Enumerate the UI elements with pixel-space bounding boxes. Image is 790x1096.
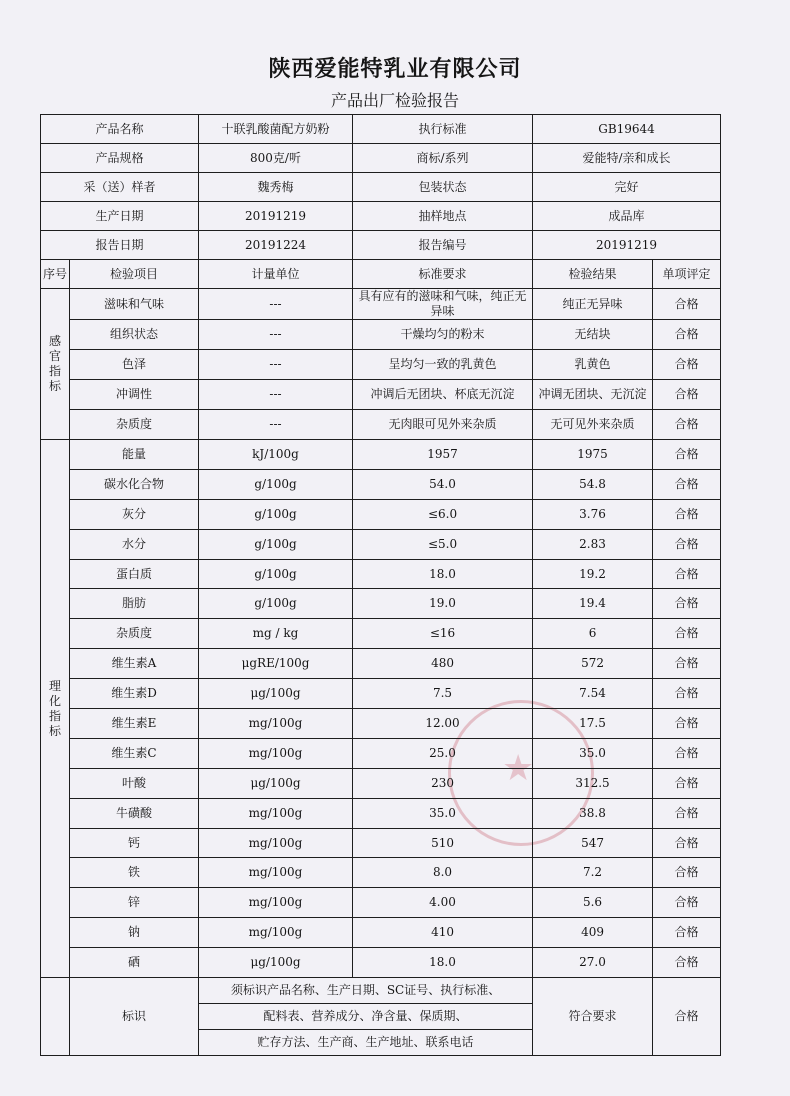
table-row — [41, 798, 721, 828]
table-row — [41, 858, 721, 888]
unit-cell: μgRE/100g — [199, 649, 353, 679]
standard-value: GB19644 — [533, 115, 721, 144]
result-cell: 3.76 — [533, 499, 653, 529]
item-cell: 色泽 — [70, 350, 199, 380]
column-header-row — [41, 260, 721, 289]
judgment-cell: 合格 — [653, 798, 721, 828]
result-cell: 无可见外来杂质 — [533, 410, 653, 440]
judgment-cell: 合格 — [653, 559, 721, 589]
requirement-cell: ≤16 — [353, 619, 533, 649]
requirement-cell: 510 — [353, 828, 533, 858]
category-sensory — [41, 289, 70, 440]
result-cell: 5.6 — [533, 888, 653, 918]
item-cell: 维生素A — [70, 649, 199, 679]
report-date-value: 20191224 — [199, 231, 353, 260]
category-char: 感 — [48, 334, 61, 348]
result-cell: 冲调无团块、无沉淀 — [533, 380, 653, 410]
sample-place-value: 成品库 — [533, 202, 721, 231]
judgment-cell: 合格 — [653, 619, 721, 649]
requirement-cell: ≤5.0 — [353, 529, 533, 559]
requirement-cell: 冲调后无团块、杯底无沉淀 — [353, 380, 533, 410]
prod-date-label: 生产日期 — [41, 202, 199, 231]
result-cell: 409 — [533, 918, 653, 948]
category-char: 官 — [48, 349, 61, 363]
unit-cell: mg/100g — [199, 798, 353, 828]
result-cell: 19.2 — [533, 559, 653, 589]
category-char: 指 — [48, 364, 61, 378]
judgment-cell: 合格 — [653, 918, 721, 948]
inspection-table — [40, 114, 721, 1056]
result-cell: 17.5 — [533, 709, 653, 739]
category-char: 标 — [48, 723, 61, 738]
label-requirement-line: 配料表、营养成分、净含量、保质期、 — [199, 1004, 533, 1030]
item-cell: 滋味和气味 — [70, 289, 199, 320]
item-cell: 硒 — [70, 948, 199, 978]
col-unit: 计量单位 — [199, 260, 353, 289]
sample-place-label: 抽样地点 — [353, 202, 533, 231]
requirement-cell: 35.0 — [353, 798, 533, 828]
item-cell: 牛磺酸 — [70, 798, 199, 828]
category-physchem — [41, 440, 70, 978]
sender-label: 采（送）样者 — [41, 173, 199, 202]
label-seq-cell — [41, 978, 70, 1056]
table-row — [41, 320, 721, 350]
label-result-cell: 符合要求 — [533, 978, 653, 1056]
col-requirement: 标准要求 — [353, 260, 533, 289]
col-item: 检验项目 — [70, 260, 199, 289]
table-row — [41, 738, 721, 768]
package-label: 包装状态 — [353, 173, 533, 202]
item-cell: 杂质度 — [70, 410, 199, 440]
table-row — [41, 499, 721, 529]
item-cell: 维生素C — [70, 738, 199, 768]
info-row-product — [41, 115, 721, 144]
label-section-row — [41, 978, 721, 1004]
category-char: 化 — [48, 693, 61, 708]
info-row-sender — [41, 173, 721, 202]
unit-cell: mg/100g — [199, 858, 353, 888]
table-row — [41, 918, 721, 948]
col-seq: 序号 — [41, 260, 70, 289]
unit-cell: --- — [199, 289, 353, 320]
unit-cell: g/100g — [199, 469, 353, 499]
table-row — [41, 888, 721, 918]
judgment-cell: 合格 — [653, 289, 721, 320]
judgment-cell: 合格 — [653, 499, 721, 529]
result-cell: 312.5 — [533, 768, 653, 798]
judgment-cell: 合格 — [653, 888, 721, 918]
result-cell: 1975 — [533, 440, 653, 470]
result-cell: 纯正无异味 — [533, 289, 653, 320]
judgment-cell: 合格 — [653, 858, 721, 888]
company-title: 陕西爱能特乳业有限公司 — [268, 57, 522, 82]
brand-label: 商标/系列 — [353, 144, 533, 173]
table-row — [41, 350, 721, 380]
result-cell: 35.0 — [533, 738, 653, 768]
col-result: 检验结果 — [533, 260, 653, 289]
item-cell: 杂质度 — [70, 619, 199, 649]
judgment-cell: 合格 — [653, 828, 721, 858]
report-date-label: 报告日期 — [41, 231, 199, 260]
unit-cell: g/100g — [199, 529, 353, 559]
table-row — [41, 649, 721, 679]
table-row — [41, 589, 721, 619]
requirement-cell: 7.5 — [353, 679, 533, 709]
unit-cell: μg/100g — [199, 768, 353, 798]
info-row-report-date — [41, 231, 721, 260]
unit-cell: mg/100g — [199, 828, 353, 858]
judgment-cell: 合格 — [653, 410, 721, 440]
judgment-cell: 合格 — [653, 679, 721, 709]
requirement-cell: 410 — [353, 918, 533, 948]
item-cell: 碳水化合物 — [70, 469, 199, 499]
judgment-cell: 合格 — [653, 529, 721, 559]
result-cell: 6 — [533, 619, 653, 649]
unit-cell: μg/100g — [199, 948, 353, 978]
requirement-cell: 12.00 — [353, 709, 533, 739]
prod-date-value: 20191219 — [199, 202, 353, 231]
unit-cell: mg/100g — [199, 738, 353, 768]
table-row — [41, 709, 721, 739]
result-cell: 2.83 — [533, 529, 653, 559]
item-cell: 能量 — [70, 440, 199, 470]
report-no-value: 20191219 — [533, 231, 721, 260]
item-cell: 维生素D — [70, 679, 199, 709]
item-cell: 锌 — [70, 888, 199, 918]
seal-star-icon: ★ — [502, 748, 535, 789]
requirement-cell: 具有应有的滋味和气味，纯正无异味 — [353, 289, 533, 320]
table-row — [41, 469, 721, 499]
sender-value: 魏秀梅 — [199, 173, 353, 202]
result-cell: 7.2 — [533, 858, 653, 888]
requirement-cell: 54.0 — [353, 469, 533, 499]
item-cell: 钠 — [70, 918, 199, 948]
col-judgment: 单项评定 — [653, 260, 721, 289]
unit-cell: --- — [199, 320, 353, 350]
unit-cell: g/100g — [199, 499, 353, 529]
item-cell: 组织状态 — [70, 320, 199, 350]
item-cell: 叶酸 — [70, 768, 199, 798]
requirement-cell: ≤6.0 — [353, 499, 533, 529]
table-row — [41, 948, 721, 978]
brand-value: 爱能特/亲和成长 — [533, 144, 721, 173]
label-judgment-cell: 合格 — [653, 978, 721, 1056]
requirement-cell: 8.0 — [353, 858, 533, 888]
unit-cell: μg/100g — [199, 679, 353, 709]
spec-value: 800克/听 — [199, 144, 353, 173]
judgment-cell: 合格 — [653, 440, 721, 470]
item-cell: 蛋白质 — [70, 559, 199, 589]
requirement-cell: 18.0 — [353, 559, 533, 589]
judgment-cell: 合格 — [653, 709, 721, 739]
requirement-cell: 19.0 — [353, 589, 533, 619]
judgment-cell: 合格 — [653, 738, 721, 768]
item-cell: 冲调性 — [70, 380, 199, 410]
unit-cell: kJ/100g — [199, 440, 353, 470]
table-row — [41, 619, 721, 649]
standard-label: 执行标准 — [353, 115, 533, 144]
report-title: 产品出厂检验报告 — [330, 91, 459, 110]
item-cell: 脂肪 — [70, 589, 199, 619]
judgment-cell: 合格 — [653, 948, 721, 978]
unit-cell: mg/100g — [199, 888, 353, 918]
table-row — [41, 529, 721, 559]
item-cell: 铁 — [70, 858, 199, 888]
label-requirement-line: 须标识产品名称、生产日期、SC证号、执行标准、 — [199, 978, 533, 1004]
result-cell: 547 — [533, 828, 653, 858]
judgment-cell: 合格 — [653, 589, 721, 619]
result-cell: 19.4 — [533, 589, 653, 619]
category-char: 指 — [48, 708, 61, 723]
category-char: 标 — [48, 379, 61, 393]
requirement-cell: 480 — [353, 649, 533, 679]
judgment-cell: 合格 — [653, 469, 721, 499]
spec-label: 产品规格 — [41, 144, 199, 173]
table-row — [41, 679, 721, 709]
unit-cell: mg/100g — [199, 709, 353, 739]
table-row — [41, 828, 721, 858]
result-cell: 27.0 — [533, 948, 653, 978]
item-cell: 水分 — [70, 529, 199, 559]
requirement-cell: 18.0 — [353, 948, 533, 978]
item-cell: 钙 — [70, 828, 199, 858]
requirement-cell: 干燥均匀的粉末 — [353, 320, 533, 350]
unit-cell: mg/100g — [199, 918, 353, 948]
unit-cell: g/100g — [199, 559, 353, 589]
result-cell: 54.8 — [533, 469, 653, 499]
result-cell: 572 — [533, 649, 653, 679]
unit-cell: --- — [199, 380, 353, 410]
table-row — [41, 768, 721, 798]
result-cell: 乳黄色 — [533, 350, 653, 380]
package-value: 完好 — [533, 173, 721, 202]
report-no-label: 报告编号 — [353, 231, 533, 260]
result-cell: 7.54 — [533, 679, 653, 709]
table-row — [41, 410, 721, 440]
result-cell: 38.8 — [533, 798, 653, 828]
requirement-cell: 呈均匀一致的乳黄色 — [353, 350, 533, 380]
info-row-prod-date — [41, 202, 721, 231]
item-cell: 灰分 — [70, 499, 199, 529]
result-cell: 无结块 — [533, 320, 653, 350]
judgment-cell: 合格 — [653, 320, 721, 350]
item-cell: 维生素E — [70, 709, 199, 739]
product-name-label: 产品名称 — [41, 115, 199, 144]
requirement-cell: 1957 — [353, 440, 533, 470]
table-row — [41, 289, 721, 320]
label-requirement-line: 贮存方法、生产商、生产地址、联系电话 — [199, 1030, 533, 1056]
label-item-cell: 标识 — [70, 978, 199, 1056]
unit-cell: mg / kg — [199, 619, 353, 649]
table-row — [41, 440, 721, 470]
judgment-cell: 合格 — [653, 768, 721, 798]
requirement-cell: 230 — [353, 768, 533, 798]
product-name-value: 十联乳酸菌配方奶粉 — [199, 115, 353, 144]
requirement-cell: 无肉眼可见外来杂质 — [353, 410, 533, 440]
requirement-cell: 25.0 — [353, 738, 533, 768]
unit-cell: --- — [199, 350, 353, 380]
info-row-spec — [41, 144, 721, 173]
judgment-cell: 合格 — [653, 350, 721, 380]
category-char: 理 — [48, 678, 61, 693]
judgment-cell: 合格 — [653, 380, 721, 410]
table-row — [41, 380, 721, 410]
judgment-cell: 合格 — [653, 649, 721, 679]
table-row — [41, 559, 721, 589]
unit-cell: --- — [199, 410, 353, 440]
unit-cell: g/100g — [199, 589, 353, 619]
requirement-cell: 4.00 — [353, 888, 533, 918]
